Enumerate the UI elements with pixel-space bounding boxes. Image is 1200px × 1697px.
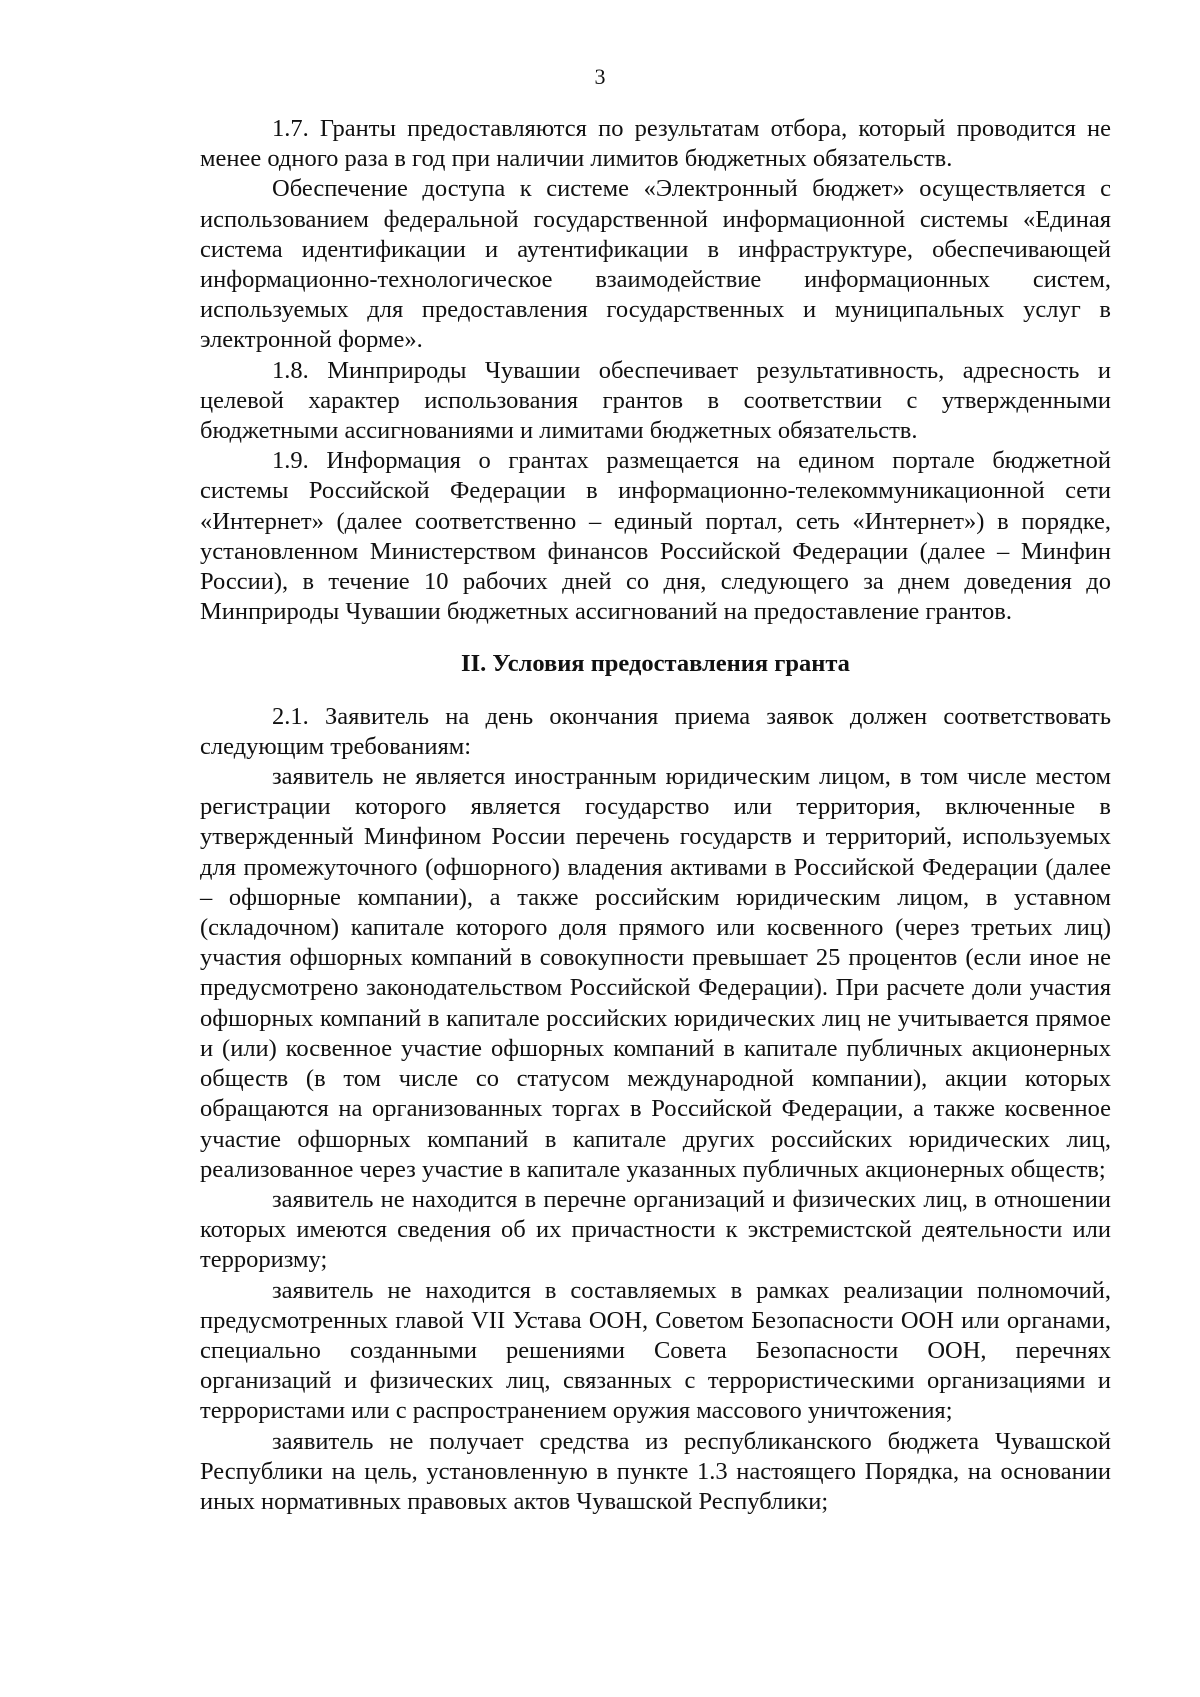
- paragraph-1-8: 1.8. Минприроды Чувашии обеспечивает результативность, адресность и целевой характер использования грантов в соответствии с утвержденными бюджетными ассигнованиями и лимитами бюджетных обязательств.: [200, 356, 1111, 445]
- paragraph-electronic-budget: Обеспечение доступа к системе «Электронный бюджет» осуществляется с использованием федеральной государственной информационной системы «Единая система идентификации и аутентификации в инфраструктуре, обеспечивающей информационно-технологическое взаимодействие информационных систем, используемых для предоставления государственных и муниципальных услуг в электронной форме».: [200, 175, 1111, 354]
- page-number: 3: [594, 64, 606, 89]
- paragraph-requirement-extremism: заявитель не находится в перечне организаций и физических лиц, в отношении которых имеются сведения об их причастности к экстремистской деятельности или терроризму;: [200, 1185, 1111, 1274]
- paragraph-1-9: 1.9. Информация о грантах размещается на едином портале бюджетной системы Российской Федерации в информационно-телекоммуникационной сети «Интернет» (далее соответственно – единый портал, сеть «Интернет») в порядке, установленном Министерством финансов Российской Федерации (далее – Минфин России), в течение 10 рабочих дней со дня, следующего за днем доведения до Минприроды Чувашии бюджетных ассигнований на предоставление грантов.: [200, 447, 1111, 626]
- paragraph-requirement-un-lists: заявитель не находится в составляемых в рамках реализации полномочий, предусмотренных главой VII Устава ООН, Советом Безопасности ООН или органами, специально созданными решениями Совета Безопасности ООН, перечнях организаций и физических лиц, связанных с террористическими организациями и террористами или с распространением оружия массового уничтожения;: [200, 1276, 1111, 1425]
- paragraph-2-1: 2.1. Заявитель на день окончания приема заявок должен соответствовать следующим требованиям:: [200, 702, 1111, 760]
- paragraph-1-7: 1.7. Гранты предоставляются по результатам отбора, который проводится не менее одного раза в год при наличии лимитов бюджетных обязательств.: [200, 115, 1111, 173]
- paragraph-requirement-offshore: заявитель не является иностранным юридическим лицом, в том числе местом регистрации которого является государство или территория, включенные в утвержденный Минфином России перечень государств и территорий, используемых для промежуточного (офшорного) владения активами в Российской Федерации (далее – офшорные компании), а также российским юридическим лицом, в уставном (складочном) капитале которого доля прямого или косвенного (через третьих лиц) участия офшорных компаний в совокупности превышает 25 процентов (если иное не предусмотрено законодательством Российской Федерации). При расчете доли участия офшорных компаний в капитале российских юридических лиц не учитывается прямое и (или) косвенное участие офшорных компаний в капитале публичных акционерных обществ (в том числе со статусом международной компании), акции которых обращаются на организованных торгах в Российской Федерации, а также косвенное участие офшорных компаний в капитале других российских юридических лиц, реализованное через участие в капитале указанных публичных акционерных обществ;: [200, 763, 1111, 1183]
- document-body: [200, 114, 1111, 1517]
- spacer: [200, 627, 1111, 649]
- section-heading: II. Условия предоставления гранта: [461, 650, 850, 678]
- paragraph-requirement-budget: заявитель не получает средства из республиканского бюджета Чувашской Республики на цель, установленную в пункте 1.3 настоящего Порядка, на основании иных нормативных правовых актов Чувашской Республики;: [200, 1427, 1111, 1515]
- spacer: [200, 680, 1111, 702]
